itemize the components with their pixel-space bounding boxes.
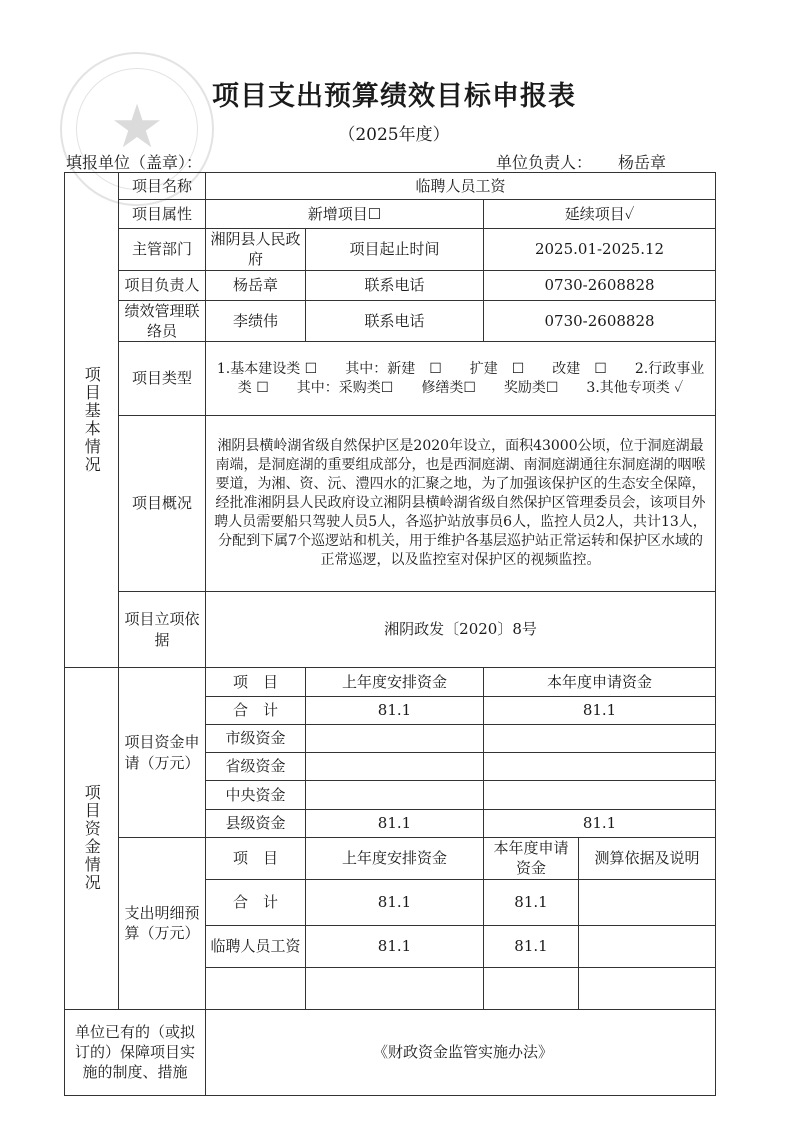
basic-section-label: 项目基本情况 xyxy=(65,173,119,668)
period-value: 2025.01-2025.12 xyxy=(484,229,716,271)
detail-row-basis xyxy=(579,925,716,967)
fund-row-this: 81.1 xyxy=(484,697,716,725)
apply-label: 项目资金申请（万元） xyxy=(119,668,206,838)
owner-phone-label: 联系电话 xyxy=(306,270,484,300)
funds-section-label: 项目资金情况 xyxy=(65,668,119,1010)
basis-value: 湘阴政发〔2020〕8号 xyxy=(206,592,716,668)
owner-label: 项目负责人 xyxy=(119,270,206,300)
detail-row-item: 合 计 xyxy=(206,879,306,925)
detail-col-last: 上年度安排资金 xyxy=(306,838,484,880)
owner-phone: 0730-2608828 xyxy=(484,270,716,300)
detail-row-last xyxy=(306,967,484,1009)
name-value: 临聘人员工资 xyxy=(206,173,716,200)
dept-label: 主管部门 xyxy=(119,229,206,271)
page-year: （2025年度） xyxy=(338,125,450,145)
detail-col-item: 项 目 xyxy=(206,838,306,880)
perf-phone-label: 联系电话 xyxy=(306,300,484,342)
fill-unit-label: 填报单位（盖章）： xyxy=(66,153,203,172)
detail-row-this xyxy=(484,967,579,1009)
system-label: 单位已有的（或拟订的）保障项目实施的制度、措施 xyxy=(65,1009,206,1095)
fund-row-last xyxy=(306,753,484,781)
col-last: 上年度安排资金 xyxy=(306,668,484,697)
fund-row-this xyxy=(484,725,716,753)
col-this: 本年度申请资金 xyxy=(484,668,716,697)
fund-row-this xyxy=(484,753,716,781)
page-title: 项目支出预算绩效目标申报表 xyxy=(212,81,576,112)
system-value: 《财政资金监管实施办法》 xyxy=(206,1009,716,1095)
type-label: 项目类型 xyxy=(119,342,206,416)
detail-col-this: 本年度申请资金 xyxy=(484,838,579,880)
fund-row-item: 市级资金 xyxy=(206,725,306,753)
perf-contact-value: 李绩伟 xyxy=(206,300,306,342)
leader-label: 单位负责人： xyxy=(496,153,593,172)
fund-row-item: 合 计 xyxy=(206,697,306,725)
detail-row-last: 81.1 xyxy=(306,879,484,925)
fund-row-last: 81.1 xyxy=(306,810,484,838)
dept-value: 湘阴县人民政府 xyxy=(206,229,306,271)
fund-row-item: 省级资金 xyxy=(206,753,306,781)
fund-row-last xyxy=(306,725,484,753)
perf-phone: 0730-2608828 xyxy=(484,300,716,342)
leader-name: 杨岳章 xyxy=(618,153,667,172)
detail-label: 支出明细预算（万元） xyxy=(119,838,206,1010)
basis-label: 项目立项依据 xyxy=(119,592,206,668)
col-item: 项 目 xyxy=(206,668,306,697)
budget-form-table xyxy=(64,172,716,1096)
fund-row-item: 中央资金 xyxy=(206,781,306,810)
name-label: 项目名称 xyxy=(119,173,206,200)
period-label: 项目起止时间 xyxy=(306,229,484,271)
detail-row-this: 81.1 xyxy=(484,925,579,967)
perf-contact-label: 绩效管理联络员 xyxy=(119,300,206,342)
fund-row-last xyxy=(306,781,484,810)
overview-value: 湘阴县横岭湖省级自然保护区是2020年设立，面积43000公顷，位于洞庭湖最南端，是洞庭湖的重要组成部分，也是西洞庭湖、南洞庭湖通往东洞庭湖的咽喉要道，为湘、资、沅、澧四水的汇聚之地，为了加强该保护区的生态安全保障，经批准湘阴县人民政府设立湘阴县横岭湖省级自然保护区管理委员会，该项目外聘人员需要船只驾驶人员5人，各巡护站放事员6人，监控人员2人，共计13人，分配到下属7个巡逻站和机关，用于维护各基层巡护站正常运转和保护区水域的正常巡逻，以及监控室对保护区的视频监控。 xyxy=(206,416,716,592)
overview-label: 项目概况 xyxy=(119,416,206,592)
fund-row-this: 81.1 xyxy=(484,810,716,838)
detail-row-last: 81.1 xyxy=(306,925,484,967)
detail-row-basis xyxy=(579,879,716,925)
detail-row-item: 临聘人员工资 xyxy=(206,925,306,967)
detail-row-this: 81.1 xyxy=(484,879,579,925)
owner-value: 杨岳章 xyxy=(206,270,306,300)
attr-label: 项目属性 xyxy=(119,200,206,229)
detail-row-basis xyxy=(579,967,716,1009)
type-value: 1.基本建设类 ☐ 其中：新建 ☐ 扩建 ☐ 改建 ☐ 2.行政事业类 ☐ 其中：采购类☐ 修缮类☐ 奖励类☐ 3.其他专项类 ✓ xyxy=(206,342,716,416)
fund-row-this xyxy=(484,781,716,810)
attr-continue: 延续项目✓ xyxy=(484,200,716,229)
unit-leader xyxy=(496,150,666,173)
fund-row-last: 81.1 xyxy=(306,697,484,725)
fund-row-item: 县级资金 xyxy=(206,810,306,838)
seal-star-icon: ★ xyxy=(110,92,164,162)
detail-row-item xyxy=(206,967,306,1009)
attr-new: 新增项目☐ xyxy=(206,200,484,229)
detail-col-basis: 测算依据及说明 xyxy=(579,838,716,880)
